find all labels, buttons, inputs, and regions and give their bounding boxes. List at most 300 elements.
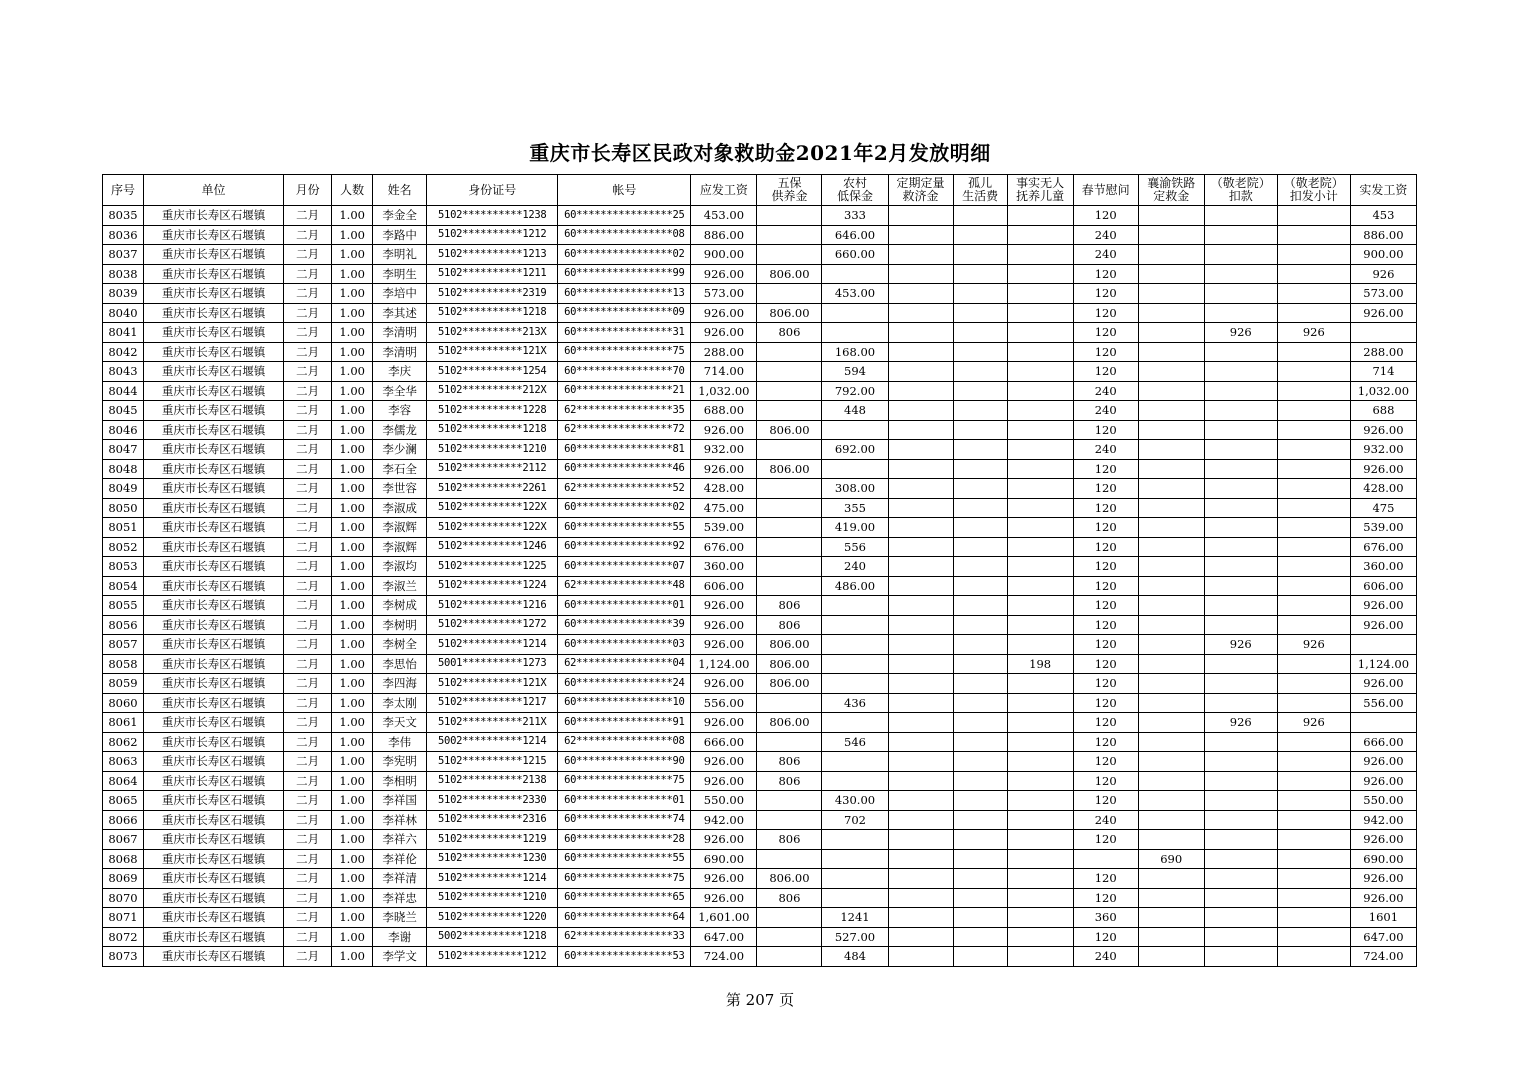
col-count: 1.00 (332, 713, 373, 733)
table-row (103, 401, 1417, 421)
col-index: 8057 (103, 635, 144, 655)
col-unit: 重庆市长寿区石堰镇 (144, 284, 284, 304)
col-name: 李培中 (373, 284, 427, 304)
col-account: 60****************02 (558, 498, 691, 518)
col-wubao: 806.00 (757, 654, 822, 674)
col-dingqi (888, 342, 953, 362)
table-row (103, 303, 1417, 323)
col-unit: 重庆市长寿区石堰镇 (144, 654, 284, 674)
col-nursing-deduction (1204, 693, 1277, 713)
col-nursing-deduction (1204, 342, 1277, 362)
col-dingqi (888, 518, 953, 538)
col-gross-pay: 1,124.00 (691, 654, 757, 674)
col-name: 李祥伦 (373, 849, 427, 869)
col-count: 1.00 (332, 362, 373, 382)
col-orphan (953, 498, 1007, 518)
col-nursing-subtotal (1277, 401, 1350, 421)
col-nursing-deduction (1204, 732, 1277, 752)
col-wubao (757, 225, 822, 245)
col-unsupported-child (1007, 362, 1073, 382)
col-index: 8070 (103, 888, 144, 908)
col-month: 二月 (284, 927, 332, 947)
col-name: 李相明 (373, 771, 427, 791)
col-dibao: 527.00 (822, 927, 888, 947)
col-gross-pay: 886.00 (691, 225, 757, 245)
col-dibao: 308.00 (822, 479, 888, 499)
col-name: 李石全 (373, 459, 427, 479)
col-unit: 重庆市长寿区石堰镇 (144, 264, 284, 284)
col-net-pay: 1601 (1350, 908, 1416, 928)
col-dibao (822, 830, 888, 850)
col-orphan (953, 362, 1007, 382)
header-col-orphan: 孤儿 生活费 (953, 175, 1007, 206)
col-index: 8038 (103, 264, 144, 284)
table-row (103, 869, 1417, 889)
col-month: 二月 (284, 908, 332, 928)
col-gross-pay: 926.00 (691, 830, 757, 850)
col-month: 二月 (284, 342, 332, 362)
col-spring-festival: 120 (1073, 791, 1138, 811)
col-name: 李明生 (373, 264, 427, 284)
col-unit: 重庆市长寿区石堰镇 (144, 732, 284, 752)
col-orphan (953, 830, 1007, 850)
col-unit: 重庆市长寿区石堰镇 (144, 225, 284, 245)
col-xiangyu (1138, 498, 1204, 518)
col-nursing-subtotal (1277, 459, 1350, 479)
col-dibao: 702 (822, 810, 888, 830)
col-dibao (822, 869, 888, 889)
col-nursing-deduction (1204, 888, 1277, 908)
col-month: 二月 (284, 849, 332, 869)
col-id-number: 5102**********1214 (427, 869, 558, 889)
col-nursing-deduction (1204, 927, 1277, 947)
table-row (103, 849, 1417, 869)
table-row (103, 362, 1417, 382)
col-unsupported-child (1007, 869, 1073, 889)
col-gross-pay: 1,601.00 (691, 908, 757, 928)
table-row (103, 323, 1417, 343)
col-gross-pay: 690.00 (691, 849, 757, 869)
col-gross-pay: 724.00 (691, 947, 757, 967)
col-month: 二月 (284, 810, 332, 830)
col-nursing-subtotal (1277, 771, 1350, 791)
col-net-pay (1350, 713, 1416, 733)
col-name: 李学文 (373, 947, 427, 967)
header-col-index: 序号 (103, 175, 144, 206)
col-name: 李淑兰 (373, 576, 427, 596)
col-gross-pay: 926.00 (691, 459, 757, 479)
col-spring-festival: 120 (1073, 635, 1138, 655)
col-name: 李祥林 (373, 810, 427, 830)
col-count: 1.00 (332, 342, 373, 362)
col-account: 60****************08 (558, 225, 691, 245)
col-spring-festival: 240 (1073, 947, 1138, 967)
col-name: 李伟 (373, 732, 427, 752)
table-row (103, 596, 1417, 616)
col-dingqi (888, 596, 953, 616)
table-row (103, 479, 1417, 499)
col-index: 8045 (103, 401, 144, 421)
col-unsupported-child (1007, 888, 1073, 908)
col-nursing-subtotal (1277, 791, 1350, 811)
col-name: 李路中 (373, 225, 427, 245)
col-dibao: 448 (822, 401, 888, 421)
col-index: 8063 (103, 752, 144, 772)
col-dingqi (888, 674, 953, 694)
col-nursing-deduction (1204, 381, 1277, 401)
col-unit: 重庆市长寿区石堰镇 (144, 693, 284, 713)
col-name: 李天文 (373, 713, 427, 733)
col-dingqi (888, 830, 953, 850)
col-account: 62****************72 (558, 420, 691, 440)
col-account: 62****************08 (558, 732, 691, 752)
table-row (103, 420, 1417, 440)
col-dibao (822, 654, 888, 674)
col-orphan (953, 401, 1007, 421)
col-unsupported-child (1007, 810, 1073, 830)
col-id-number: 5102**********1210 (427, 440, 558, 460)
col-id-number: 5102**********211X (427, 713, 558, 733)
col-dingqi (888, 908, 953, 928)
col-spring-festival: 120 (1073, 498, 1138, 518)
col-wubao: 806.00 (757, 635, 822, 655)
col-orphan (953, 479, 1007, 499)
col-xiangyu (1138, 752, 1204, 772)
col-nursing-deduction (1204, 615, 1277, 635)
col-dingqi (888, 284, 953, 304)
col-orphan (953, 596, 1007, 616)
col-dingqi (888, 498, 953, 518)
col-orphan (953, 888, 1007, 908)
col-net-pay: 539.00 (1350, 518, 1416, 538)
col-index: 8036 (103, 225, 144, 245)
col-xiangyu (1138, 264, 1204, 284)
col-name: 李祥清 (373, 869, 427, 889)
col-unsupported-child (1007, 674, 1073, 694)
col-spring-festival: 240 (1073, 401, 1138, 421)
col-unsupported-child (1007, 693, 1073, 713)
col-index: 8052 (103, 537, 144, 557)
col-net-pay: 550.00 (1350, 791, 1416, 811)
col-index: 8056 (103, 615, 144, 635)
col-dingqi (888, 323, 953, 343)
col-nursing-subtotal (1277, 654, 1350, 674)
header-col-nursing-deduction: （敬老院） 扣款 (1204, 175, 1277, 206)
col-spring-festival: 120 (1073, 693, 1138, 713)
table-row (103, 284, 1417, 304)
col-spring-festival: 120 (1073, 713, 1138, 733)
col-orphan (953, 342, 1007, 362)
col-orphan (953, 635, 1007, 655)
col-month: 二月 (284, 498, 332, 518)
col-month: 二月 (284, 479, 332, 499)
col-count: 1.00 (332, 947, 373, 967)
col-index: 8058 (103, 654, 144, 674)
col-dingqi (888, 303, 953, 323)
col-dingqi (888, 264, 953, 284)
table-row (103, 245, 1417, 265)
table-row (103, 576, 1417, 596)
col-unsupported-child (1007, 849, 1073, 869)
col-account: 60****************55 (558, 518, 691, 538)
header-col-unsupported-child: 事实无人 抚养儿童 (1007, 175, 1073, 206)
col-dingqi (888, 537, 953, 557)
col-index: 8047 (103, 440, 144, 460)
col-wubao (757, 908, 822, 928)
col-spring-festival: 120 (1073, 303, 1138, 323)
col-unsupported-child (1007, 264, 1073, 284)
col-unit: 重庆市长寿区石堰镇 (144, 791, 284, 811)
col-orphan (953, 927, 1007, 947)
col-net-pay: 573.00 (1350, 284, 1416, 304)
col-account: 60****************55 (558, 849, 691, 869)
col-wubao: 806.00 (757, 420, 822, 440)
col-nursing-subtotal (1277, 362, 1350, 382)
col-spring-festival: 120 (1073, 362, 1138, 382)
col-nursing-deduction (1204, 206, 1277, 226)
col-dingqi (888, 713, 953, 733)
header-col-nursing-subtotal: （敬老院） 扣发小计 (1277, 175, 1350, 206)
col-unit: 重庆市长寿区石堰镇 (144, 323, 284, 343)
col-nursing-deduction (1204, 674, 1277, 694)
col-id-number: 5001**********1273 (427, 654, 558, 674)
col-index: 8039 (103, 284, 144, 304)
header-col-wubao: 五保 供养金 (757, 175, 822, 206)
col-count: 1.00 (332, 596, 373, 616)
col-dibao: 168.00 (822, 342, 888, 362)
col-name: 李全华 (373, 381, 427, 401)
col-index: 8055 (103, 596, 144, 616)
col-nursing-subtotal: 926 (1277, 323, 1350, 343)
col-unsupported-child (1007, 459, 1073, 479)
col-account: 60****************01 (558, 596, 691, 616)
col-account: 60****************64 (558, 908, 691, 928)
col-count: 1.00 (332, 323, 373, 343)
col-net-pay: 926.00 (1350, 869, 1416, 889)
col-nursing-deduction (1204, 752, 1277, 772)
table-row (103, 342, 1417, 362)
col-index: 8061 (103, 713, 144, 733)
col-nursing-subtotal (1277, 869, 1350, 889)
col-unit: 重庆市长寿区石堰镇 (144, 245, 284, 265)
col-nursing-subtotal (1277, 381, 1350, 401)
col-id-number: 5102**********1214 (427, 635, 558, 655)
col-dingqi (888, 849, 953, 869)
col-wubao: 806 (757, 596, 822, 616)
col-xiangyu (1138, 888, 1204, 908)
header-col-xiangyu: 襄渝铁路 定救金 (1138, 175, 1204, 206)
col-dibao: 556 (822, 537, 888, 557)
col-wubao (757, 401, 822, 421)
col-gross-pay: 550.00 (691, 791, 757, 811)
col-index: 8041 (103, 323, 144, 343)
col-gross-pay: 428.00 (691, 479, 757, 499)
col-index: 8043 (103, 362, 144, 382)
col-unsupported-child (1007, 245, 1073, 265)
col-dingqi (888, 752, 953, 772)
header-col-spring-festival: 春节慰问 (1073, 175, 1138, 206)
col-net-pay: 556.00 (1350, 693, 1416, 713)
col-nursing-subtotal (1277, 908, 1350, 928)
col-xiangyu (1138, 362, 1204, 382)
col-count: 1.00 (332, 849, 373, 869)
col-index: 8069 (103, 869, 144, 889)
col-account: 60****************21 (558, 381, 691, 401)
col-account: 60****************07 (558, 557, 691, 577)
col-net-pay (1350, 323, 1416, 343)
col-name: 李明礼 (373, 245, 427, 265)
col-xiangyu (1138, 615, 1204, 635)
col-unsupported-child (1007, 323, 1073, 343)
col-net-pay: 926.00 (1350, 888, 1416, 908)
col-unit: 重庆市长寿区石堰镇 (144, 830, 284, 850)
col-index: 8037 (103, 245, 144, 265)
col-dingqi (888, 381, 953, 401)
col-count: 1.00 (332, 615, 373, 635)
col-month: 二月 (284, 401, 332, 421)
col-id-number: 5102**********1217 (427, 693, 558, 713)
col-id-number: 5102**********212X (427, 381, 558, 401)
col-id-number: 5102**********1238 (427, 206, 558, 226)
col-xiangyu (1138, 576, 1204, 596)
col-month: 二月 (284, 869, 332, 889)
col-orphan (953, 537, 1007, 557)
col-net-pay (1350, 635, 1416, 655)
col-unsupported-child (1007, 908, 1073, 928)
col-gross-pay: 714.00 (691, 362, 757, 382)
col-dibao (822, 752, 888, 772)
col-count: 1.00 (332, 264, 373, 284)
col-unsupported-child (1007, 596, 1073, 616)
col-account: 62****************48 (558, 576, 691, 596)
col-xiangyu (1138, 381, 1204, 401)
col-gross-pay: 288.00 (691, 342, 757, 362)
col-orphan (953, 303, 1007, 323)
col-nursing-deduction (1204, 771, 1277, 791)
col-nursing-subtotal (1277, 245, 1350, 265)
col-orphan (953, 576, 1007, 596)
col-nursing-subtotal (1277, 810, 1350, 830)
col-index: 8049 (103, 479, 144, 499)
col-count: 1.00 (332, 479, 373, 499)
col-xiangyu (1138, 401, 1204, 421)
col-nursing-deduction (1204, 947, 1277, 967)
col-unit: 重庆市长寿区石堰镇 (144, 713, 284, 733)
col-index: 8072 (103, 927, 144, 947)
col-orphan (953, 615, 1007, 635)
col-wubao: 806 (757, 752, 822, 772)
col-dibao: 546 (822, 732, 888, 752)
col-id-number: 5102**********1272 (427, 615, 558, 635)
col-wubao: 806 (757, 615, 822, 635)
col-unsupported-child (1007, 342, 1073, 362)
col-id-number: 5102**********1218 (427, 420, 558, 440)
col-spring-festival: 120 (1073, 732, 1138, 752)
table-row (103, 206, 1417, 226)
col-index: 8064 (103, 771, 144, 791)
col-nursing-deduction (1204, 810, 1277, 830)
col-nursing-subtotal (1277, 927, 1350, 947)
col-orphan (953, 440, 1007, 460)
col-month: 二月 (284, 596, 332, 616)
col-index: 8042 (103, 342, 144, 362)
col-net-pay: 676.00 (1350, 537, 1416, 557)
col-nursing-subtotal (1277, 342, 1350, 362)
col-net-pay: 926 (1350, 264, 1416, 284)
col-count: 1.00 (332, 654, 373, 674)
header-col-account: 帐号 (558, 175, 691, 206)
col-xiangyu (1138, 557, 1204, 577)
col-dibao: 594 (822, 362, 888, 382)
col-wubao (757, 947, 822, 967)
col-count: 1.00 (332, 752, 373, 772)
col-gross-pay: 539.00 (691, 518, 757, 538)
header-col-dingqi: 定期定量 救济金 (888, 175, 953, 206)
col-name: 李太刚 (373, 693, 427, 713)
col-dingqi (888, 459, 953, 479)
col-spring-festival: 240 (1073, 810, 1138, 830)
col-net-pay: 926.00 (1350, 752, 1416, 772)
col-id-number: 5102**********1225 (427, 557, 558, 577)
col-unit: 重庆市长寿区石堰镇 (144, 635, 284, 655)
col-unit: 重庆市长寿区石堰镇 (144, 615, 284, 635)
col-wubao: 806 (757, 830, 822, 850)
col-xiangyu (1138, 479, 1204, 499)
col-orphan (953, 732, 1007, 752)
col-gross-pay: 926.00 (691, 752, 757, 772)
col-dingqi (888, 693, 953, 713)
col-unit: 重庆市长寿区石堰镇 (144, 342, 284, 362)
header-col-net-pay: 实发工资 (1350, 175, 1416, 206)
col-orphan (953, 693, 1007, 713)
table-header-row (103, 175, 1417, 206)
col-orphan (953, 323, 1007, 343)
col-account: 60****************75 (558, 771, 691, 791)
col-account: 60****************75 (558, 869, 691, 889)
col-xiangyu (1138, 908, 1204, 928)
col-xiangyu: 690 (1138, 849, 1204, 869)
col-unsupported-child (1007, 830, 1073, 850)
col-gross-pay: 926.00 (691, 771, 757, 791)
col-gross-pay: 666.00 (691, 732, 757, 752)
col-spring-festival: 120 (1073, 869, 1138, 889)
col-month: 二月 (284, 615, 332, 635)
col-spring-festival (1073, 849, 1138, 869)
col-gross-pay: 926.00 (691, 323, 757, 343)
col-dibao (822, 888, 888, 908)
col-dingqi (888, 810, 953, 830)
col-month: 二月 (284, 420, 332, 440)
col-unsupported-child (1007, 479, 1073, 499)
col-nursing-subtotal (1277, 888, 1350, 908)
col-name: 李清明 (373, 342, 427, 362)
col-index: 8062 (103, 732, 144, 752)
col-count: 1.00 (332, 518, 373, 538)
col-dingqi (888, 420, 953, 440)
col-dingqi (888, 927, 953, 947)
col-index: 8040 (103, 303, 144, 323)
col-gross-pay: 926.00 (691, 713, 757, 733)
col-gross-pay: 556.00 (691, 693, 757, 713)
col-unsupported-child (1007, 557, 1073, 577)
col-count: 1.00 (332, 245, 373, 265)
col-orphan (953, 225, 1007, 245)
col-nursing-subtotal (1277, 498, 1350, 518)
col-wubao (757, 342, 822, 362)
page-title: 重庆市长寿区民政对象救助金2021年2月发放明细 (529, 141, 991, 165)
col-xiangyu (1138, 947, 1204, 967)
col-nursing-deduction (1204, 908, 1277, 928)
